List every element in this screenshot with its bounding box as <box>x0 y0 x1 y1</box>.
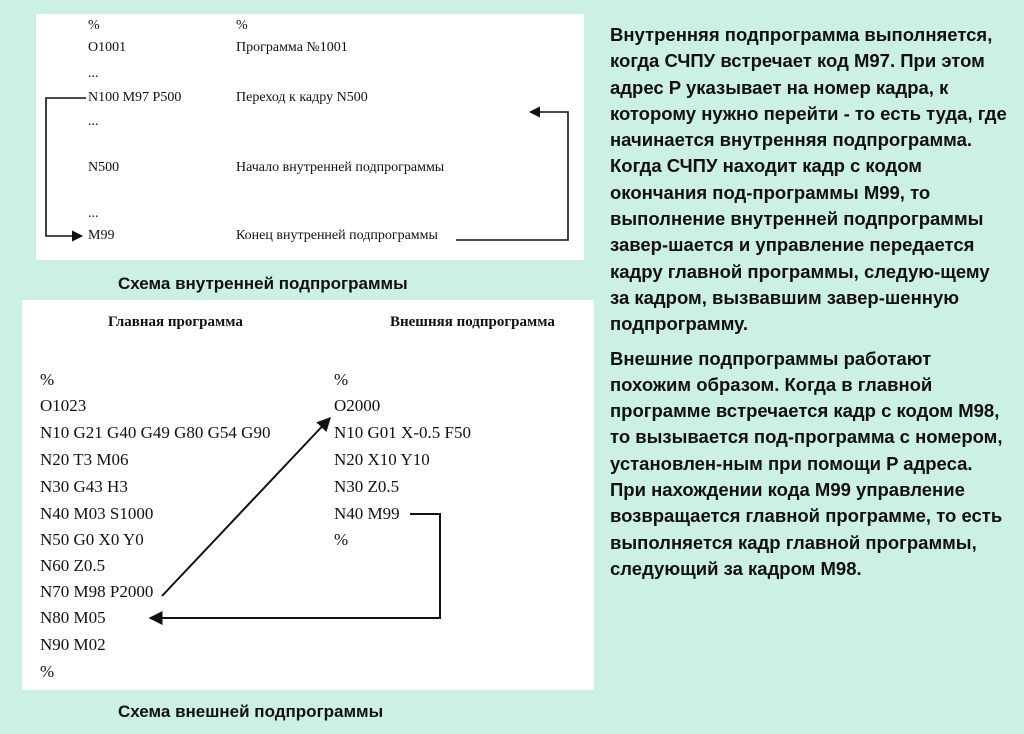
code-line: N20 X10 Y10 <box>334 450 430 469</box>
code-line: ... <box>88 206 99 221</box>
code-line: N80 M05 <box>40 608 106 627</box>
code-line: N40 M99 <box>334 504 400 523</box>
main-program-title: Главная программа <box>108 314 243 330</box>
code-line: % <box>40 662 55 681</box>
code-line: M99 <box>88 228 115 243</box>
comment-line: Конец внутренней подпрограммы <box>236 228 438 243</box>
paragraph-internal: Внутренняя подпрограмма выполняется, когда СЧПУ встречает код М97. При этом адрес P указывает на номер кадра, к которому нужно перейти - то есть туда, где начинается внутренняя подпрограмма. Когда СЧПУ находит кадр с кодом окончания под-программы М99, то выполнение внутренней подпрограммы завер-шается и управление передается кадру главной программы, следую-щему за кадром, вызвавшим завер-шенную подпрограмму. <box>610 24 1007 335</box>
jump-loop-right <box>456 112 568 240</box>
internal-caption: Схема внутренней подпрограммы <box>118 274 408 293</box>
call-arrow <box>162 418 330 596</box>
description-text <box>610 22 1010 582</box>
code-line: N30 Z0.5 <box>334 477 400 496</box>
code-line: N90 M02 <box>40 635 106 654</box>
code-line: N50 G0 X0 Y0 <box>40 530 144 549</box>
code-line: N40 M03 S1000 <box>40 504 154 523</box>
sub-program-title: Внешняя подпрограмма <box>390 314 555 330</box>
comment-line: Переход к кадру N500 <box>236 90 368 105</box>
code-line: O2000 <box>334 396 381 415</box>
code-line: O1023 <box>40 396 87 415</box>
code-line: O1001 <box>88 40 127 55</box>
code-line: N100 M97 P500 <box>88 90 182 105</box>
paragraph-external: Внешние подпрограммы работают похожим образом. Когда в главной программе встречается кадр с кодом М98, то вызывается под-программа с номером, установлен-ным при помощи P адреса. При нахождении кода М99 управление возвращается главной программе, то есть выполняется кадр главной программы, следующий за кадром М98. <box>610 347 1003 579</box>
code-line: ... <box>88 114 99 129</box>
code-line: % <box>40 370 55 389</box>
code-line: N20 T3 M06 <box>40 450 129 469</box>
jump-loop-left <box>46 98 86 236</box>
code-line: N10 G21 G40 G49 G80 G54 G90 <box>40 423 271 442</box>
code-line: % <box>334 370 349 389</box>
code-line: N10 G01 X-0.5 F50 <box>334 423 471 442</box>
code-line: ... <box>88 66 99 81</box>
code-line: N30 G43 H3 <box>40 477 128 496</box>
return-arrow <box>150 514 440 618</box>
code-line: N70 M98 P2000 <box>40 582 154 601</box>
comment-line: Начало внутренней подпрограммы <box>236 160 445 175</box>
comment-line: Программа №1001 <box>236 40 348 55</box>
code-line: % <box>88 18 100 33</box>
code-line: N60 Z0.5 <box>40 556 106 575</box>
comment-line: % <box>236 18 248 33</box>
code-line: N500 <box>88 160 120 175</box>
external-caption: Схема внешней подпрограммы <box>118 702 384 721</box>
code-line: % <box>334 530 349 549</box>
